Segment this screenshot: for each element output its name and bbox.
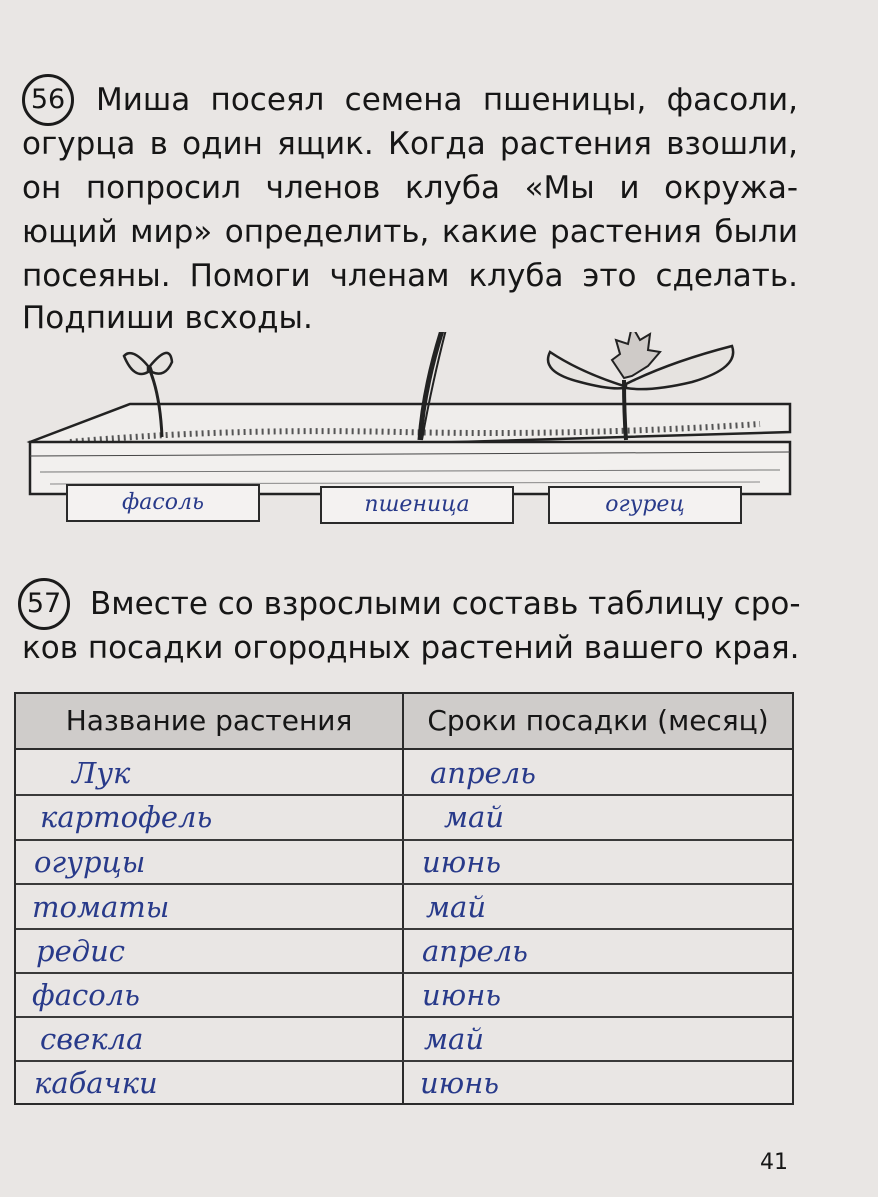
- table-cell-month[interactable]: май: [444, 800, 505, 834]
- table-cell-month[interactable]: апрель: [430, 756, 536, 790]
- table-cell-plant[interactable]: томаты: [32, 890, 170, 924]
- task-56-line-2: огурца в один ящик. Когда растения взошли,: [22, 126, 798, 162]
- answer-box-right[interactable]: [548, 486, 742, 524]
- task-56-line-1: Миша посеял семена пшеницы, фасоли,: [96, 82, 798, 118]
- table-cell-month[interactable]: июнь: [420, 1066, 500, 1100]
- table-cell-plant[interactable]: редис: [36, 934, 126, 968]
- table-cell-plant[interactable]: картофель: [40, 800, 213, 834]
- answer-box-center[interactable]: [320, 486, 514, 524]
- table-cell-month[interactable]: май: [426, 890, 487, 924]
- table-cell-month[interactable]: июнь: [422, 845, 502, 879]
- task-57-line-1: Вместе со взрослыми составь таблицу сро-: [90, 586, 801, 622]
- answer-right-text: огурец: [605, 492, 685, 517]
- table-cell-plant[interactable]: кабачки: [34, 1066, 158, 1100]
- table-cell-plant[interactable]: огурцы: [34, 845, 146, 879]
- task-56-line-5: посеяны. Помоги членам клуба это сделать.: [22, 258, 798, 294]
- column-divider: [402, 694, 404, 1103]
- row-divider: [16, 839, 792, 841]
- answer-left-text: фасоль: [122, 490, 204, 515]
- row-divider: [16, 972, 792, 974]
- page-number: 41: [760, 1150, 788, 1175]
- row-divider: [16, 928, 792, 930]
- task-56-number: 56: [22, 74, 74, 126]
- task-56-line-4: ющий мир» определить, какие растения были: [22, 214, 798, 250]
- row-divider: [16, 794, 792, 796]
- task-57-line-2: ков посадки огородных растений вашего края.: [22, 630, 800, 666]
- table-cell-plant[interactable]: свекла: [40, 1022, 144, 1056]
- table-header: [16, 694, 792, 750]
- planting-table: [14, 692, 794, 1105]
- task-57-number: 57: [18, 578, 70, 630]
- header-planting-month: Сроки посадки (месяц): [427, 704, 769, 737]
- table-cell-month[interactable]: июнь: [422, 978, 502, 1012]
- table-cell-plant[interactable]: Лук: [72, 756, 131, 790]
- table-cell-plant[interactable]: фасоль: [32, 978, 140, 1012]
- row-divider: [16, 1060, 792, 1062]
- row-divider: [16, 883, 792, 885]
- table-cell-month[interactable]: май: [424, 1022, 485, 1056]
- row-divider: [16, 1016, 792, 1018]
- answer-box-left[interactable]: [66, 484, 260, 522]
- header-plant-name: Название растения: [65, 704, 353, 737]
- task-56-line-6: Подпиши всходы.: [22, 300, 313, 336]
- task-56-line-3: он попросил членов клуба «Мы и окружа-: [22, 170, 798, 206]
- answer-center-text: пшеница: [364, 492, 470, 517]
- table-cell-month[interactable]: апрель: [422, 934, 528, 968]
